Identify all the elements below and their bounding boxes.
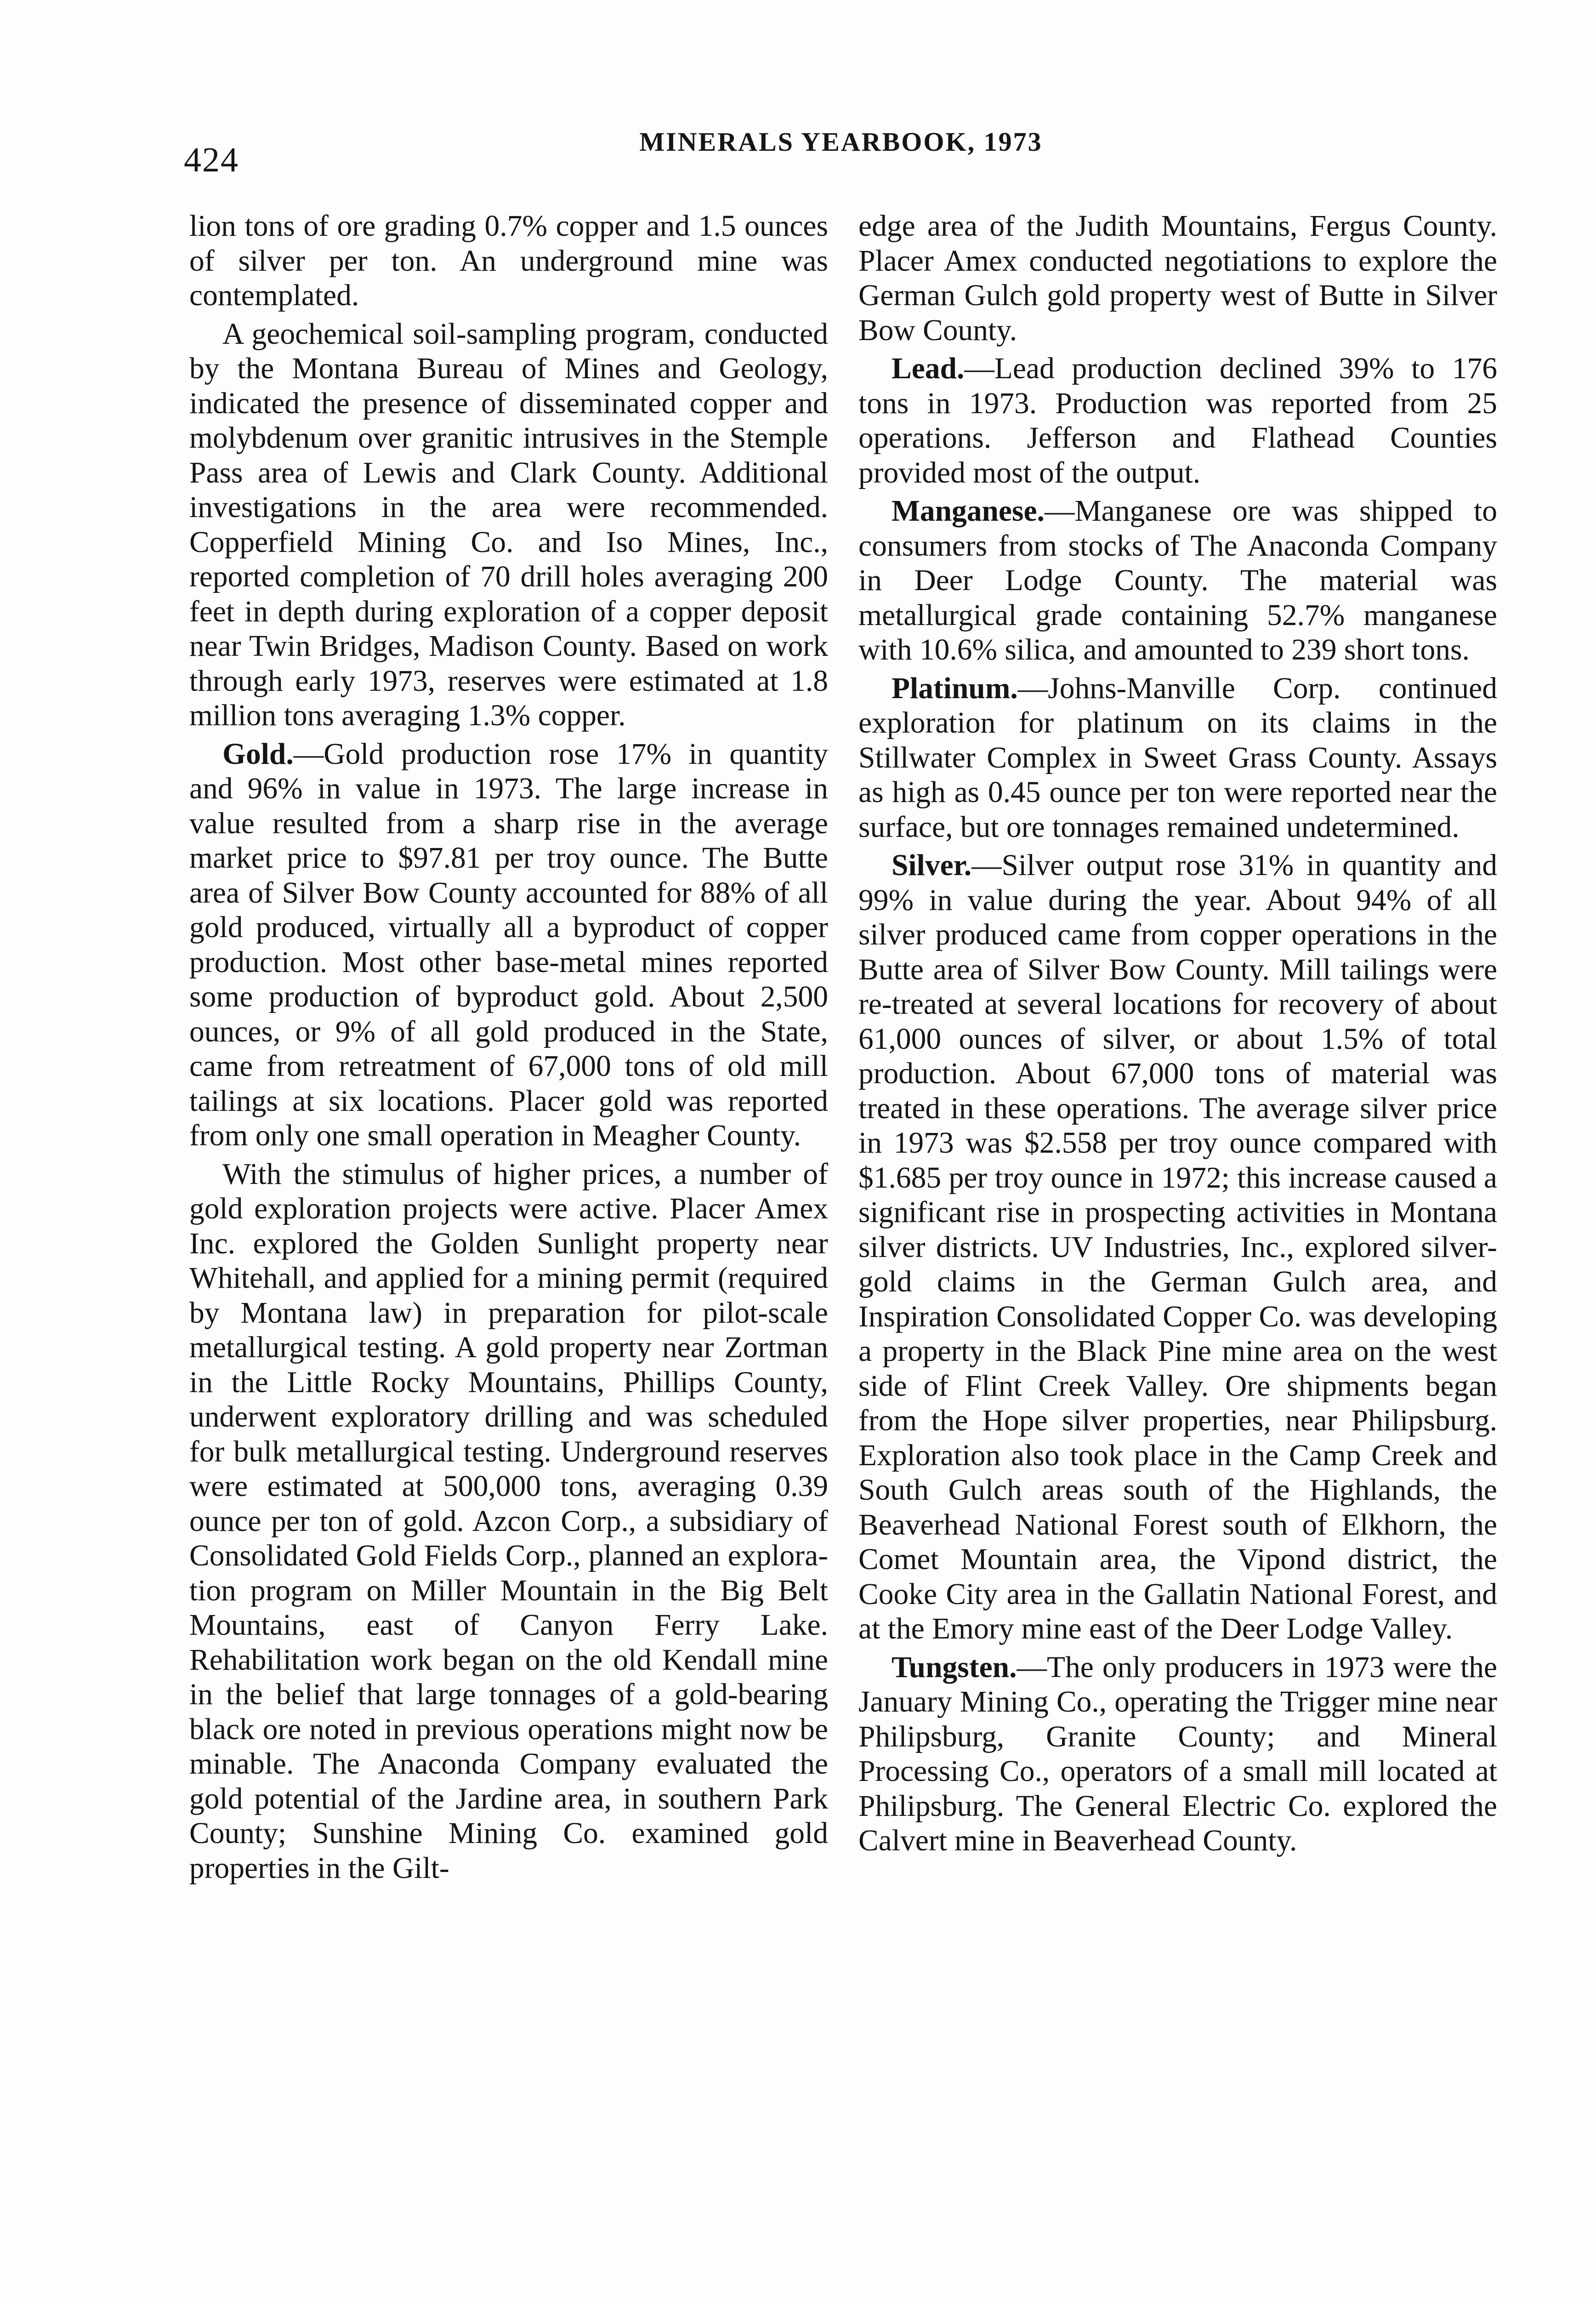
silver-body: —Silver output rose 31% in quantity and 99% in value during the year. About 94% of all silver produced came from copper operations in the Butte area of Silver Bow County. Mill tailings were re-treated at several locations for recovery of about 61,000 ounces of silver, or about 1.5% of total production. About 67,000 tons of material was treated in these operations. The average silver price in 1973 was $2.558 per troy ounce compared with $1.685 per troy ounce in 1972; this increase caused a significant rise in prospecting activities in Montana silver districts. UV Industries, Inc., explored silver-gold claims in the German Gulch area, and Inspiration Consolidated Copper Co. was developing a property in the Black Pine mine area on the west side of Flint Creek Valley. Ore shipments began from the Hope silver properties, near Philipsburg. Exploration also took place in the Camp Creek and South Gulch areas south of the Highlands, the Beaverhead National Forest south of Elkhorn, the Comet Mountain area, the Vipond district, the Cooke City area in the Gallatin National Forest, and at the Emory mine east of the Deer Lodge Valley. <box>858 849 1497 1645</box>
paragraph-geochemical: A geochemical soil-sampling program, conducted by the Montana Bureau of Mines and Geology, indicated the presence of disseminated copper and molybdenum over granitic intrusives in the Stemple Pass area of Lewis and Clark County. Additional investigations in the area were recommended. Copperfield Mining Co. and Iso Mines, Inc., reported completion of 70 drill holes averaging 200 feet in depth during exploration of a copper deposit near Twin Bridges, Madison County. Based on work through early 1973, reserves were estimated at 1.8 million tons averaging 1.3% copper. <box>189 317 828 732</box>
paragraph-gold-exploration: With the stimulus of higher prices, a number of gold exploration projects were active. Placer Amex Inc. explored the Golden Sunlight property near Whitehall, and applied for a mining permit (required by Montana law) in preparation for pilot-scale metallurgical testing. A gold property near Zortman in the Little Rocky Mountains, Phillips County, underwent exploratory drilling and was scheduled for bulk metallurgical testing. Underground reserves were estimated at 500,000 tons, averaging 0.39 ounce per ton of gold. Azcon Corp., a subsidiary of Consolidated Gold Fields Corp., planned an exploration program on Miller Mountain in the Big Belt Mountains, east of Canyon Ferry Lake. Rehabilitation work began on the old Kendall mine in the belief that large tonnages of a gold-bearing black ore noted in previous operations might now be minable. The Anaconda Company evaluated the gold potential of the Jardine area, in southern Park County; Sunshine Mining Co. examined gold properties in the Gilt- <box>189 1157 828 1885</box>
section-heading-gold: Gold. <box>222 737 294 771</box>
paragraph-silver <box>858 848 1497 1647</box>
right-column <box>858 209 1497 1862</box>
lead-body: —Lead production declined 39% to 176 tons in 1973. Production was reported from 25 operations. Jefferson and Flathead Counties provided most of the output. <box>858 352 1497 489</box>
section-heading-tungsten: Tungsten. <box>892 1650 1017 1684</box>
paragraph-platinum <box>858 671 1497 845</box>
manganese-body: —Manganese ore was shipped to consumers from stocks of The Anaconda Company in Deer Lodge County. The material was metallurgical grade containing 52.7% manganese with 10.6% silica, and amounted to 239 short tons. <box>858 495 1497 666</box>
page-number: 424 <box>184 141 239 179</box>
paragraph-lead <box>858 352 1497 490</box>
section-heading-platinum: Platinum. <box>892 671 1018 705</box>
platinum-body: —Johns-Manville Corp. continued exploration for platinum on its claims in the Stillwater Complex in Sweet Grass County. Assays as high as 0.45 ounce per ton were reported near the surface, but ore tonnages remained undetermined. <box>858 671 1497 844</box>
paragraph-gilt-edge-continued: edge area of the Judith Mountains, Fergus County. Placer Amex conducted negotiations to explore the German Gulch gold property west of Butte in Silver Bow County. <box>858 210 1497 347</box>
paragraph-manganese <box>858 494 1497 668</box>
left-column <box>189 209 828 1889</box>
section-heading-silver: Silver. <box>892 849 972 882</box>
paragraph-tungsten <box>858 1650 1497 1859</box>
paragraph-gold <box>189 737 828 1154</box>
tungsten-body: —The only producers in 1973 were the January Mining Co., operating the Trigger mine near Philipsburg, Granite County; and Mineral Processing Co., operators of a small mill located at Philipsburg. The General Electric Co. explored the Calvert mine in Beaverhead County. <box>858 1650 1497 1857</box>
page-header <box>184 126 1498 177</box>
section-heading-lead: Lead. <box>892 352 965 385</box>
running-title: MINERALS YEARBOOK, 1973 <box>639 127 1043 157</box>
paragraph-copper-continued: lion tons of ore grading 0.7% copper and 1.5 ounces of silver per ton. An underground mine was contemplated. <box>189 210 828 312</box>
section-heading-manganese: Manganese. <box>892 495 1045 528</box>
gold-body: —Gold production rose 17% in quantity and 96% in value in 1973. The large increase in value resulted from a sharp rise in the average market price to $97.81 per troy ounce. The Butte area of Silver Bow County accounted for 88% of all gold produced, virtually all a byproduct of copper production. Most other base-metal mines reported some production of byproduct gold. About 2,500 ounces, or 9% of all gold produced in the State, came from retreatment of 67,000 tons of old mill tailings at six locations. Placer gold was reported from only one small operation in Meagher County. <box>189 737 828 1152</box>
